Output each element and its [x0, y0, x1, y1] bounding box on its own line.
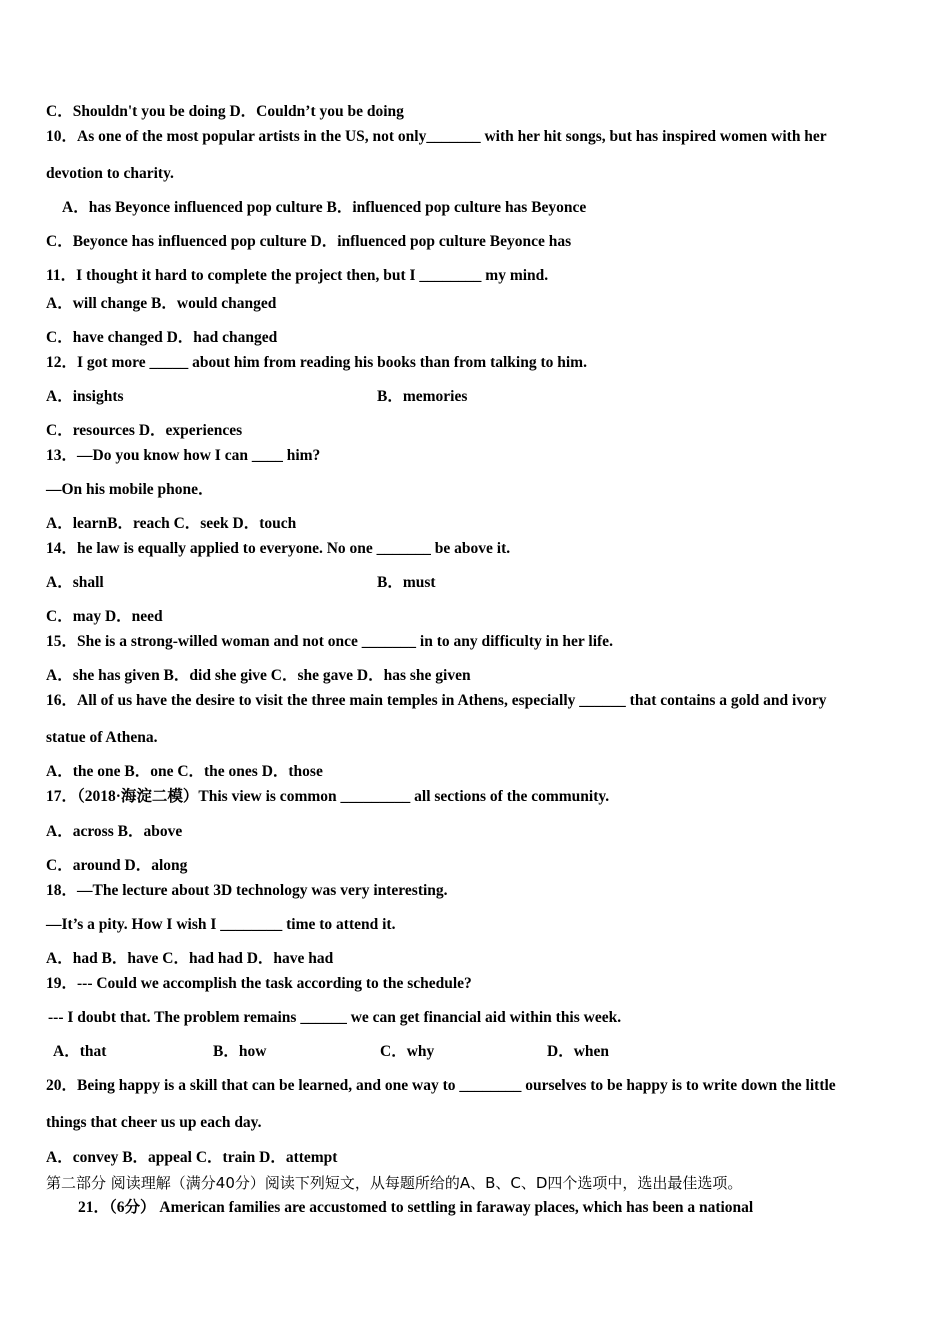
q19-option-c: C．why [380, 1043, 435, 1060]
q9-option-cd: C．Shouldn't you be doing D．Couldn’t you be doing [46, 103, 404, 120]
q19-dialog: --- I doubt that. The problem remains ______ we can get financial aid within this week. [48, 1009, 622, 1026]
q21-passage-start: 21．（6分） American families are accustomed to settling in faraway places, which has been a national [78, 1199, 754, 1216]
q13-options: A．learnB．reach C．seek D．touch [46, 515, 297, 532]
q12-option-a: A．insights [46, 388, 124, 405]
q10-stem: 10．As one of the most popular artists in the US, not only_______ with her hit songs, but has inspired women with her [46, 128, 827, 145]
q14-option-a: A．shall [46, 574, 104, 591]
q10-stem-cont: devotion to charity. [46, 165, 174, 182]
q11-option-cd: C．have changed D．had changed [46, 329, 278, 346]
q16-options: A．the one B．one C．the ones D．those [46, 763, 323, 780]
q20-stem: 20．Being happy is a skill that can be learned, and one way to ________ ourselves to be happy is to write down the little [46, 1077, 836, 1094]
q12-option-b: B．memories [377, 388, 468, 405]
q19-stem: 19．--- Could we accomplish the task according to the schedule? [46, 975, 472, 992]
q18-stem: 18．—The lecture about 3D technology was very interesting. [46, 882, 448, 899]
q11-option-ab: A．will change B．would changed [46, 295, 277, 312]
q10-option-cd: C．Beyonce has influenced pop culture D．influenced pop culture Beyonce has [46, 233, 572, 250]
q18-options: A．had B．have C．had had D．have had [46, 950, 334, 967]
q10-option-ab: A．has Beyonce influenced pop culture B．influenced pop culture has Beyonce [62, 199, 587, 216]
q12-stem: 12．I got more _____ about him from reading his books than from talking to him. [46, 354, 587, 371]
q18-dialog: —It’s a pity. How I wish I ________ time to attend it. [46, 916, 396, 933]
q19-option-a: A．that [53, 1043, 107, 1060]
section-heading: 第二部分 阅读理解（满分40分）阅读下列短文，从每题所给的A、B、C、D四个选项中，选出最佳选项。 [46, 1174, 743, 1192]
q12-option-ab [46, 388, 468, 406]
q16-stem: 16．All of us have the desire to visit the three main temples in Athens, especially ______ that contains a gold and ivory [46, 692, 827, 709]
q17-option-cd: C．around D．along [46, 857, 188, 874]
q14-stem: 14．he law is equally applied to everyone. No one _______ be above it. [46, 540, 511, 557]
q14-option-cd: C．may D．need [46, 608, 163, 625]
q15-stem: 15．She is a strong-willed woman and not once _______ in to any difficulty in her life. [46, 633, 613, 650]
q19-options [53, 1043, 610, 1061]
q19-option-b: B．how [213, 1043, 267, 1060]
q16-stem-cont: statue of Athena. [46, 729, 158, 746]
q13-dialog: —On his mobile phone． [46, 481, 214, 498]
q13-stem: 13．—Do you know how I can ____ him? [46, 447, 321, 464]
q20-options: A．convey B．appeal C．train D．attempt [46, 1149, 338, 1166]
q11-stem: 11．I thought it hard to complete the project then, but I ________ my mind. [46, 267, 549, 284]
q12-option-cd: C．resources D．experiences [46, 422, 243, 439]
q15-options: A．she has given B．did she give C．she gave D．has she given [46, 667, 471, 684]
q14-option-b: B．must [377, 574, 436, 591]
q14-option-ab [46, 574, 436, 592]
q17-stem: 17．（2018·海淀二模）This view is common _________ all sections of the community. [46, 788, 610, 805]
q19-option-d: D．when [547, 1043, 610, 1060]
q20-stem-cont: things that cheer us up each day. [46, 1114, 262, 1131]
q17-option-ab: A．across B．above [46, 823, 183, 840]
